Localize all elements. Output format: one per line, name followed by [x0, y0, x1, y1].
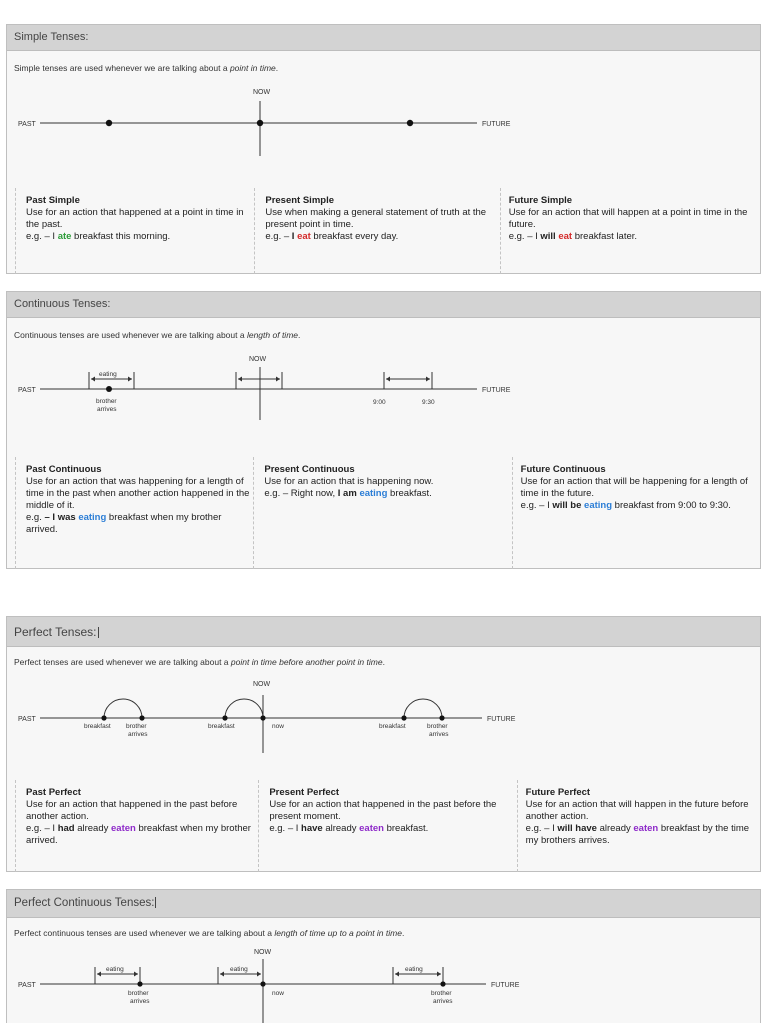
svg-text:arrives: arrives	[130, 998, 150, 1005]
brother-arrives-point	[106, 386, 112, 392]
svg-text:brother: brother	[96, 398, 117, 405]
perfect-tenses-card	[6, 616, 761, 872]
section-header	[7, 25, 760, 51]
future-simple-column: Future Simple Use for an action that will happen at a point in time in the future. e.g. – I will eat breakfast later.	[501, 188, 760, 274]
tense-columns	[15, 780, 760, 872]
svg-text:arrives: arrives	[97, 406, 117, 413]
perfect-timeline	[7, 675, 762, 785]
section-title: Perfect Continuous Tenses:	[14, 897, 155, 909]
section-title: Continuous Tenses:	[14, 298, 111, 310]
now-label: NOW	[249, 356, 267, 363]
future-label: FUTURE	[491, 982, 520, 989]
svg-text:breakfast: breakfast	[84, 723, 111, 730]
past-point	[106, 120, 112, 126]
svg-text:eating: eating	[405, 966, 423, 973]
now-label: NOW	[253, 681, 271, 688]
section-header	[7, 617, 760, 647]
perfect-continuous-timeline	[7, 945, 762, 1025]
past-arc	[104, 699, 142, 718]
svg-text:brother: brother	[128, 990, 149, 997]
svg-text:now: now	[272, 723, 284, 730]
section-intro: Perfect continuous tenses are used whenever we are talking about a length of time up to a point in time.	[14, 928, 405, 938]
svg-text:brother: brother	[427, 723, 448, 730]
example: e.g. – I was eating breakfast when my brother arrived.	[26, 512, 222, 535]
svg-text:arrives: arrives	[128, 731, 148, 738]
svg-text:arrives: arrives	[429, 731, 449, 738]
section-intro: Continuous tenses are used whenever we are talking about a length of time.	[14, 330, 301, 340]
past-label: PAST	[18, 387, 36, 394]
example: e.g. – I will eat breakfast later.	[508, 231, 638, 242]
example: e.g. – Right now, I am eating breakfast.	[264, 488, 432, 499]
future-point	[407, 120, 413, 126]
text-cursor	[155, 897, 156, 908]
example: e.g. – I will be eating breakfast from 9:00 to 9:30.	[520, 500, 731, 511]
svg-text:arrives: arrives	[433, 998, 453, 1005]
present-arc	[225, 699, 263, 718]
continuous-timeline	[7, 350, 762, 460]
time-label-start: 9:00	[373, 399, 386, 406]
now-label: NOW	[254, 949, 272, 956]
simple-tenses-card	[6, 24, 761, 274]
continuous-tenses-card	[6, 291, 761, 569]
example: e.g. – I ate breakfast this morning.	[26, 231, 171, 242]
svg-text:breakfast: breakfast	[379, 723, 406, 730]
example: e.g. – I have already eaten breakfast.	[269, 823, 429, 834]
future-arc	[404, 699, 442, 718]
example: e.g. – I had already eaten breakfast when my brother arrived.	[26, 823, 251, 846]
past-perfect-column: Past Perfect Use for an action that happened in the past before another action. e.g. – I had already eaten breakfast when my brother arrived.	[15, 780, 259, 872]
future-label: FUTURE	[482, 121, 511, 128]
svg-text:brother: brother	[431, 990, 452, 997]
past-continuous-column: Past Continuous Use for an action that was happening for a length of time in the past when another action happened in the middle of it. e.g. – I was eating breakfast when my brother arrived.	[15, 457, 254, 569]
past-simple-column: Past Simple Use for an action that happened at a point in time in the past. e.g. – I ate breakfast this morning.	[15, 188, 255, 274]
svg-text:eating: eating	[230, 966, 248, 973]
text-cursor	[98, 627, 99, 638]
past-label: PAST	[18, 982, 36, 989]
svg-text:brother: brother	[126, 723, 147, 730]
section-title: Simple Tenses:	[14, 31, 89, 43]
perfect-continuous-tenses-card	[6, 889, 761, 1023]
time-label-end: 9:30	[422, 399, 435, 406]
example: e.g. – I will have already eaten breakfast by the time my brothers arrives.	[525, 823, 750, 846]
svg-text:breakfast: breakfast	[208, 723, 235, 730]
tense-columns	[15, 188, 760, 274]
section-header	[7, 890, 760, 918]
section-intro: Perfect tenses are used whenever we are talking about a point in time before another point in time.	[14, 657, 385, 667]
svg-text:eating: eating	[106, 966, 124, 973]
future-continuous-column: Future Continuous Use for an action that will be happening for a length of time in the future. e.g. – I will be eating breakfast from 9:00 to 9:30.	[513, 457, 760, 569]
simple-timeline	[7, 83, 762, 183]
section-header	[7, 292, 760, 318]
present-simple-column: Present Simple Use when making a general statement of truth at the present point in time. e.g. – I eat breakfast every day.	[255, 188, 500, 274]
future-perfect-column: Future Perfect Use for an action that will happen in the future before another action. e.g. – I will have already eaten breakfast by the time my brothers arrives.	[518, 780, 760, 872]
future-label: FUTURE	[482, 387, 511, 394]
past-label: PAST	[18, 716, 36, 723]
now-point	[257, 120, 263, 126]
future-label: FUTURE	[487, 716, 516, 723]
present-continuous-column: Present Continuous Use for an action that is happening now. e.g. – Right now, I am eating breakfast.	[254, 457, 512, 569]
tense-columns	[15, 457, 760, 569]
present-perfect-column: Present Perfect Use for an action that happened in the past before the present moment. e.g. – I have already eaten breakfast.	[259, 780, 517, 872]
example: e.g. – I eat breakfast every day.	[265, 231, 399, 242]
svg-text:now: now	[272, 990, 284, 997]
past-label: PAST	[18, 121, 36, 128]
section-title: Perfect Tenses:	[14, 625, 97, 639]
section-intro: Simple tenses are used whenever we are talking about a point in time.	[14, 63, 279, 73]
now-label: NOW	[253, 89, 271, 96]
eating-label: eating	[99, 371, 117, 378]
